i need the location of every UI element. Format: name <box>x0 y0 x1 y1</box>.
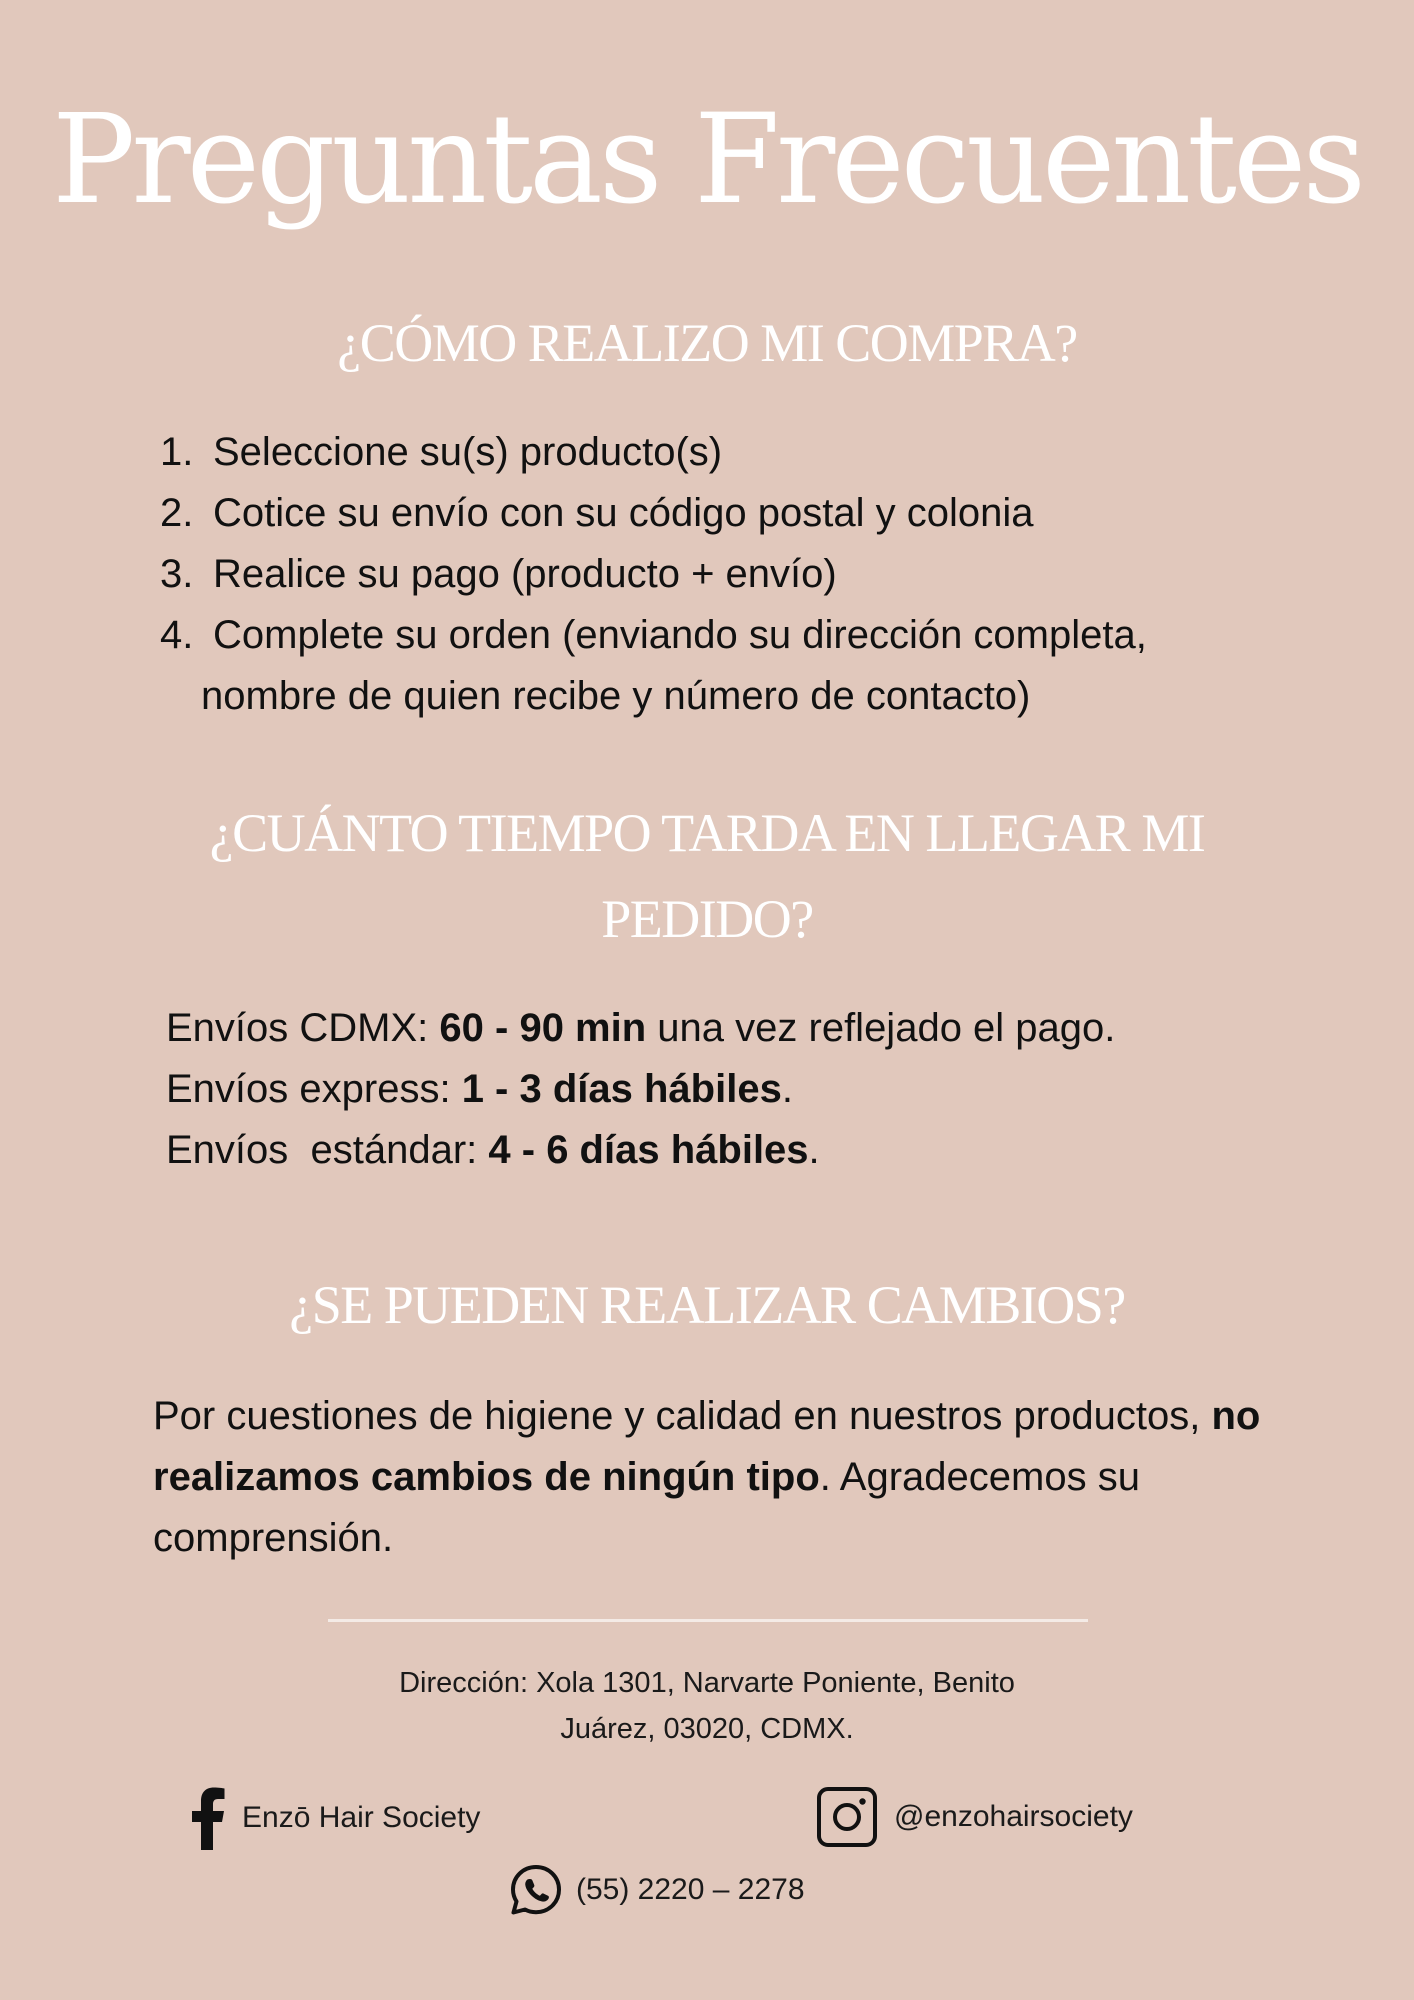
step-number: 1. <box>160 430 194 474</box>
step-text: Seleccione su(s) producto(s) <box>213 430 723 474</box>
list-item <box>155 544 1355 605</box>
address-line1: Dirección: Xola 1301, Narvarte Poniente, Benito <box>399 1667 1015 1699</box>
facebook-icon <box>190 1786 226 1850</box>
changes-heading: ¿SE PUEDEN REALIZAR CAMBIOS? <box>289 1275 1125 1335</box>
changes-text-end: . Agradecemos su comprensión. <box>153 1455 1140 1560</box>
step-number: 3. <box>160 552 194 596</box>
shipping-suffix: una vez reflejado el pago. <box>646 1006 1116 1050</box>
step-text-continued: nombre de quien recibe y número de contacto) <box>201 674 1031 718</box>
list-item <box>155 422 1355 483</box>
instagram-link[interactable] <box>816 1786 1133 1848</box>
whatsapp-icon <box>508 1862 564 1918</box>
shipping-label: Envíos express: <box>166 1067 462 1111</box>
shipping-line-cdmx <box>166 998 1366 1059</box>
instagram-icon <box>816 1786 878 1848</box>
shipping-label: Envíos CDMX: <box>166 1006 440 1050</box>
step-text: Cotice su envío con su código postal y colonia <box>213 491 1034 535</box>
step-number: 4. <box>160 613 194 657</box>
shipping-value: 4 - 6 días hábiles <box>488 1128 809 1172</box>
shipping-label: Envíos estándar: <box>166 1128 489 1172</box>
list-item <box>155 605 1355 727</box>
shipping-value: 60 - 90 min <box>439 1006 647 1050</box>
shipping-times <box>166 998 1366 1181</box>
changes-text <box>153 1386 1353 1569</box>
shipping-line-express <box>166 1059 1366 1120</box>
changes-text-bold: no realizamos cambios de ningún tipo <box>153 1394 1261 1499</box>
purchase-heading: ¿CÓMO REALIZO MI COMPRA? <box>337 313 1077 373</box>
shipping-heading <box>0 790 1414 962</box>
shipping-value: 1 - 3 días hábiles <box>461 1067 782 1111</box>
step-text: Realice su pago (producto + envío) <box>213 552 837 596</box>
changes-text-start: Por cuestiones de higiene y calidad en nuestros productos, <box>153 1394 1212 1438</box>
address-line2: Juárez, 03020, CDMX. <box>560 1713 854 1745</box>
shipping-suffix: . <box>781 1067 793 1111</box>
page-title: Preguntas Frecuentes <box>51 88 1363 232</box>
instagram-label: @enzohairsociety <box>894 1800 1133 1833</box>
list-item <box>155 483 1355 544</box>
shipping-heading-line2: PEDIDO? <box>601 889 813 949</box>
address <box>0 1660 1414 1752</box>
shipping-line-standard <box>166 1120 1366 1181</box>
footer-divider <box>328 1619 1088 1622</box>
purchase-steps-list <box>155 422 1355 727</box>
step-text: Complete su orden (enviando su dirección completa, <box>213 613 1147 657</box>
shipping-heading-line1: ¿CUÁNTO TIEMPO TARDA EN LLEGAR MI <box>209 803 1205 863</box>
whatsapp-link[interactable] <box>508 1862 805 1918</box>
shipping-suffix: . <box>808 1128 820 1172</box>
step-number: 2. <box>160 491 194 535</box>
facebook-label: Enzō Hair Society <box>242 1801 481 1834</box>
facebook-link[interactable] <box>190 1786 480 1850</box>
phone-label: (55) 2220 – 2278 <box>576 1873 805 1906</box>
